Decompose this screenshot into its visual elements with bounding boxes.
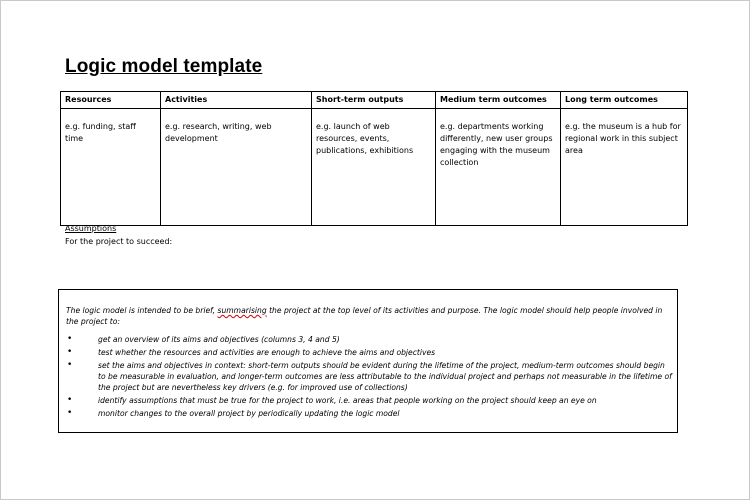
list-item: [66, 395, 672, 406]
header-activities: Activities: [161, 92, 312, 109]
bullet-icon: •: [67, 395, 73, 405]
bullet-text: set the aims and objectives in context: short-term outputs should be evident during the lifetime of the project, medium-term outcomes should begin to be measurable in evaluation, and longer-term outcomes are less attributable to the individual project and perhaps not measurable in the lifetime of the project but are nevertheless key drivers (e.g. for improved use of collections): [98, 361, 672, 392]
list-item: [66, 360, 672, 393]
header-short-term-outputs: Short-term outputs: [312, 92, 436, 109]
bullet-text: monitor changes to the overall project by periodically updating the logic model: [98, 409, 400, 418]
spellcheck-word: summarising: [217, 306, 267, 315]
assumptions-heading: Assumptions: [65, 224, 117, 233]
header-long-term-outcomes: Long term outcomes: [561, 92, 688, 109]
table-row: [61, 109, 688, 226]
cell-medium-term-outcomes: e.g. departments working differently, new user groups engaging with the museum collection: [436, 109, 561, 226]
table-header-row: [61, 92, 688, 109]
bullet-text: identify assumptions that must be true for the project to work, i.e. areas that people working on the project should keep an eye on: [98, 396, 597, 405]
list-item: [66, 334, 672, 345]
bullet-text: test whether the resources and activities are enough to achieve the aims and objectives: [98, 348, 436, 357]
guidance-note-box: [58, 289, 678, 433]
guidance-bullet-list: [66, 334, 672, 421]
bullet-icon: •: [67, 408, 73, 418]
header-resources: Resources: [61, 92, 161, 109]
bullet-icon: •: [67, 347, 73, 357]
header-medium-term-outcomes: Medium term outcomes: [436, 92, 561, 109]
cell-short-term-outputs: e.g. launch of web resources, events, publications, exhibitions: [312, 109, 436, 226]
intro-text-end: the project at the top level of its activities and purpose. The logic model should help people involved in the project to:: [66, 306, 663, 326]
page-title: Logic model template: [65, 56, 263, 77]
intro-text-start: The logic model is intended to be brief,: [66, 306, 218, 315]
cell-activities: e.g. research, writing, web development: [161, 109, 312, 226]
list-item: [66, 408, 672, 419]
logic-model-table: [60, 91, 688, 226]
cell-resources: e.g. funding, staff time: [61, 109, 161, 226]
list-item: [66, 347, 672, 358]
assumptions-text: For the project to succeed:: [65, 237, 173, 246]
bullet-icon: •: [67, 334, 73, 344]
cell-long-term-outcomes: e.g. the museum is a hub for regional work in this subject area: [561, 109, 688, 226]
guidance-intro: [66, 305, 666, 327]
bullet-text: get an overview of its aims and objectives (columns 3, 4 and 5): [98, 335, 340, 344]
bullet-icon: •: [67, 360, 73, 370]
